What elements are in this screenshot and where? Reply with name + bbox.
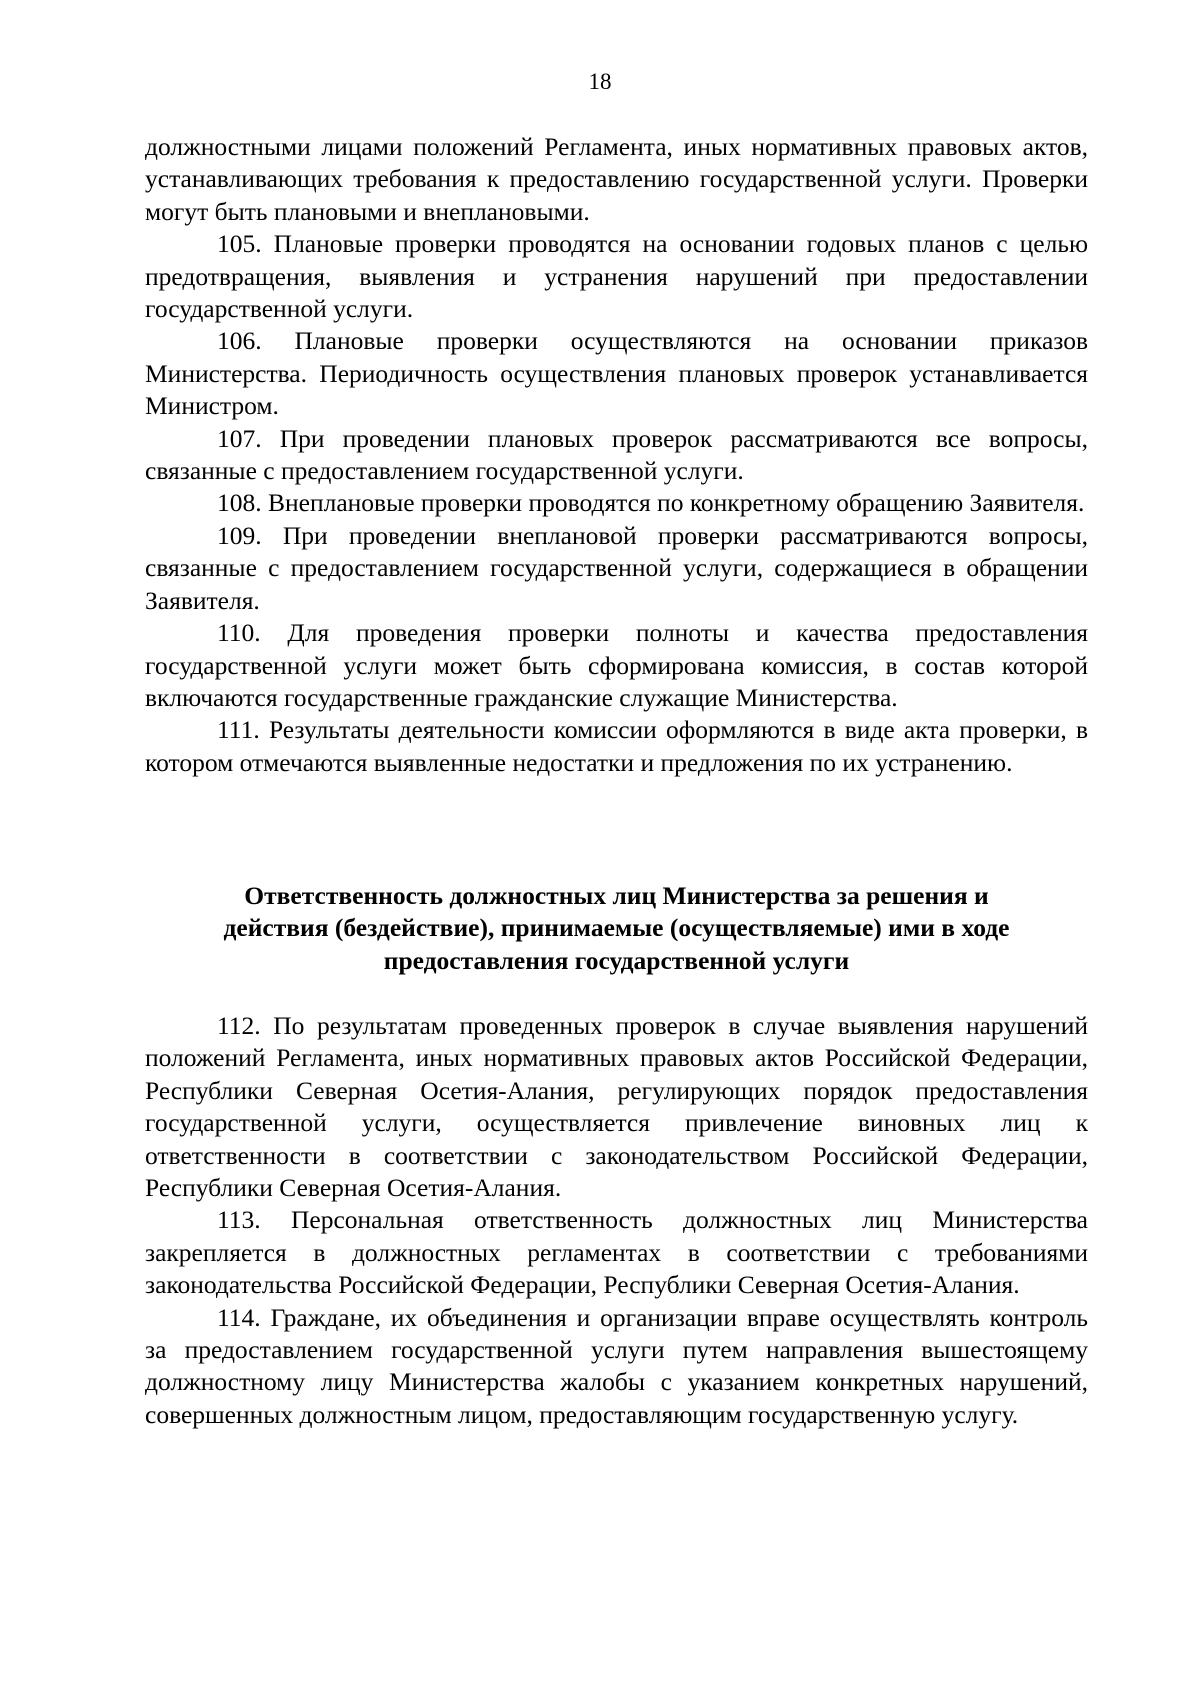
paragraph-108: 108. Внеплановые проверки проводятся по конкретному обращению Заявителя. xyxy=(217,488,1085,518)
paragraph-105: 105. Плановые проверки проводятся на основании годовых планов с целью предотвращения, выявления и устранения нарушений при предоставлении государственной услуги. xyxy=(145,229,1088,324)
paragraph-114: 114. Граждане, их объединения и организации вправе осуществлять контроль за предоставлением государственной услуги путем направления вышестоящему должностному лицу Министерства жалобы с указанием конкретных нарушений, совершенных должностным лицом, предоставляющим государственную услугу. xyxy=(145,1302,1088,1429)
section-heading-line: Ответственность должностных лиц Министерства за решения и xyxy=(244,881,989,910)
paragraph-107: 107. При проведении плановых проверок рассматриваются все вопросы, связанные с предоставлением государственной услуги. xyxy=(145,423,1088,486)
paragraph-112: 112. По результатам проведенных проверок в случае выявления нарушений положений Регламента, иных нормативных правовых актов Российской Федерации, Республики Северная Осетия-Алания, регулирующих порядок предоставления государственной услуги, осуществляется привлечение виновных лиц к ответственности в соответствии с законодательством Российской Федерации, Республики Северная Осетия-Алания. xyxy=(145,1011,1088,1203)
top-text-block xyxy=(145,131,1088,779)
paragraph-111: 111. Результаты деятельности комиссии оформляются в виде акта проверки, в котором отмечаются выявленные недостатки и предложения по их устранению. xyxy=(145,715,1088,777)
section-heading-line: предоставления государственной услуги xyxy=(383,945,850,975)
paragraph-113: 113. Персональная ответственность должностных лиц Министерства закрепляется в должностных регламентах в соответствии с требованиями законодательства Российской Федерации, Республики Северная Осетия-Алания. xyxy=(145,1205,1088,1300)
paragraph-109: 109. При проведении внеплановой проверки рассматриваются вопросы, связанные с предоставлением государственной услуги, содержащиеся в обращении Заявителя. xyxy=(145,520,1088,615)
continuation-paragraph: должностными лицами положений Регламента, иных нормативных правовых актов, устанавливающих требования к предоставлению государственной услуги. Проверки могут быть плановыми и внеплановыми. xyxy=(145,132,1088,226)
page-number: 18 xyxy=(588,69,612,94)
paragraph-106: 106. Плановые проверки осуществляются на основании приказов Министерства. Периодичность осуществления плановых проверок устанавливается Министром. xyxy=(145,326,1088,421)
section-heading xyxy=(145,880,1088,977)
section-heading-line: действия (бездействие), принимаемые (осуществляемые) ими в ходе xyxy=(223,913,1010,943)
bottom-text-block xyxy=(145,1010,1088,1431)
paragraph-110: 110. Для проведения проверки полноты и качества предоставления государственной услуги может быть сформирована комиссия, в состав которой включаются государственные гражданские служащие Министерства. xyxy=(145,618,1088,712)
